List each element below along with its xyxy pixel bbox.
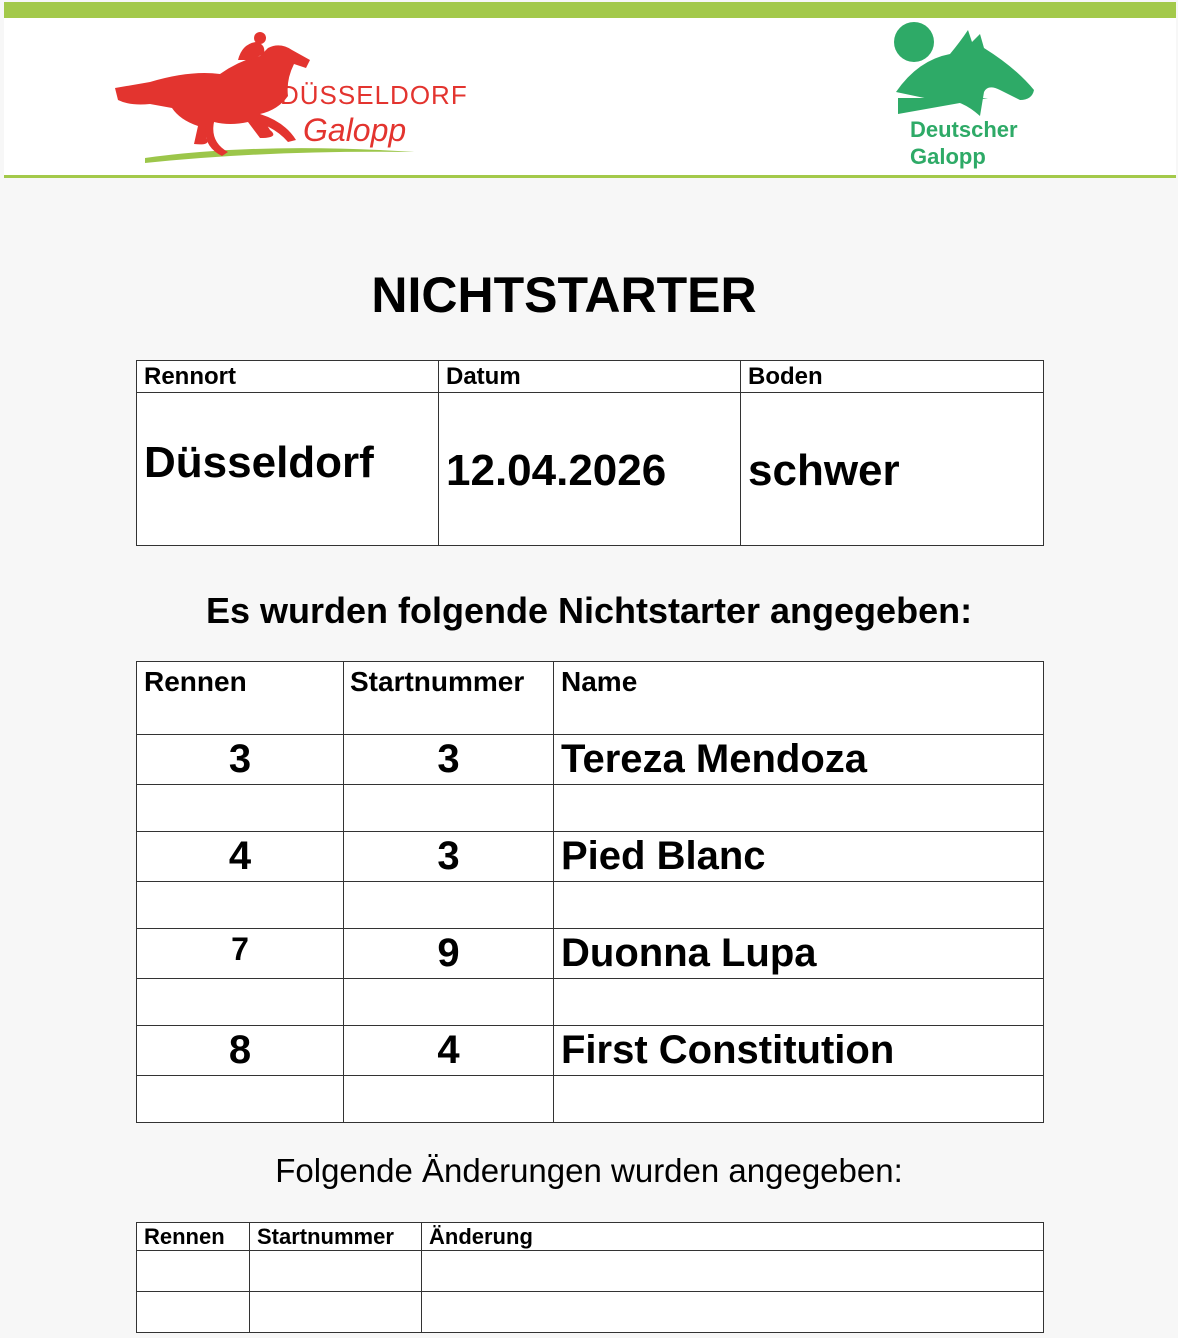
empty-cell [137, 1076, 344, 1123]
boden-cell [741, 393, 1044, 546]
aenderungen-heading: Folgende Änderungen wurden angegeben: [275, 1152, 903, 1189]
info-table [136, 360, 1044, 546]
aenderungen-table [136, 1222, 1044, 1333]
header-name: Name [554, 662, 1044, 735]
startnummer-cell: 4 [344, 1026, 554, 1076]
rennort-cell [137, 393, 439, 546]
header-startnummer: Startnummer [344, 662, 554, 735]
empty-row [137, 785, 1044, 832]
empty-row [137, 979, 1044, 1026]
table-row [137, 1251, 1044, 1292]
header-rennort: Rennort [137, 361, 439, 393]
boden-value: schwer [748, 446, 900, 495]
empty-cell [344, 979, 554, 1026]
deutscher-galopp-logo [888, 20, 1048, 172]
rennort-value: Düsseldorf [144, 438, 374, 487]
table-row [137, 735, 1044, 785]
header-aenderung: Änderung [422, 1223, 1044, 1251]
duesseldorf-galopp-logo [110, 30, 480, 170]
startnummer-cell: 3 [344, 735, 554, 785]
empty-cell [422, 1292, 1044, 1333]
horse-name-cell: Duonna Lupa [554, 929, 1044, 979]
horse-name-cell: Pied Blanc [554, 832, 1044, 882]
empty-cell [250, 1251, 422, 1292]
empty-cell [137, 1292, 250, 1333]
horse-name-cell: Tereza Mendoza [554, 735, 1044, 785]
nichtstarter-header-row [137, 662, 1044, 735]
empty-cell [422, 1251, 1044, 1292]
table-row [137, 832, 1044, 882]
rennen-cell [137, 929, 344, 979]
empty-cell [137, 979, 344, 1026]
header-boden: Boden [741, 361, 1044, 393]
page-title: NICHTSTARTER [371, 267, 757, 323]
header-rennen: Rennen [137, 1223, 250, 1251]
table-row [137, 1026, 1044, 1076]
empty-cell [137, 882, 344, 929]
empty-row [137, 882, 1044, 929]
empty-cell [554, 785, 1044, 832]
logo-duesseldorf-text: DÜSSELDORF [280, 80, 468, 110]
empty-cell [344, 785, 554, 832]
nichtstarter-heading: Es wurden folgende Nichtstarter angegeben: [205, 590, 973, 631]
logo-deutscher-text: Deutscher [910, 117, 1018, 142]
empty-cell [554, 979, 1044, 1026]
horse-head-icon [888, 20, 1048, 120]
empty-cell [344, 882, 554, 929]
datum-cell [439, 393, 741, 546]
header-startnummer: Startnummer [250, 1223, 422, 1251]
table-row [137, 929, 1044, 979]
header-datum: Datum [439, 361, 741, 393]
rennen-value-small: 7 [231, 931, 249, 967]
logo-deutscher-galopp-text [910, 116, 1018, 170]
nichtstarter-table [136, 661, 1044, 1123]
empty-cell [250, 1292, 422, 1333]
top-accent-bar [4, 2, 1176, 18]
header-divider [4, 175, 1176, 178]
datum-value: 12.04.2026 [446, 446, 667, 495]
empty-row [137, 1076, 1044, 1123]
logo-galopp-text: Galopp [303, 112, 407, 148]
table-row [137, 1292, 1044, 1333]
empty-cell [554, 1076, 1044, 1123]
horse-name-cell: First Constitution [554, 1026, 1044, 1076]
startnummer-cell: 9 [344, 929, 554, 979]
rennen-cell: 3 [137, 735, 344, 785]
rennen-cell: 8 [137, 1026, 344, 1076]
empty-cell [137, 785, 344, 832]
startnummer-cell: 3 [344, 832, 554, 882]
info-value-row [137, 393, 1044, 546]
aenderungen-header-row [137, 1223, 1044, 1251]
logo-galopp-line-text: Galopp [910, 144, 986, 169]
rennen-cell: 4 [137, 832, 344, 882]
info-header-row [137, 361, 1044, 393]
empty-cell [554, 882, 1044, 929]
empty-cell [137, 1251, 250, 1292]
header-rennen: Rennen [137, 662, 344, 735]
empty-cell [344, 1076, 554, 1123]
